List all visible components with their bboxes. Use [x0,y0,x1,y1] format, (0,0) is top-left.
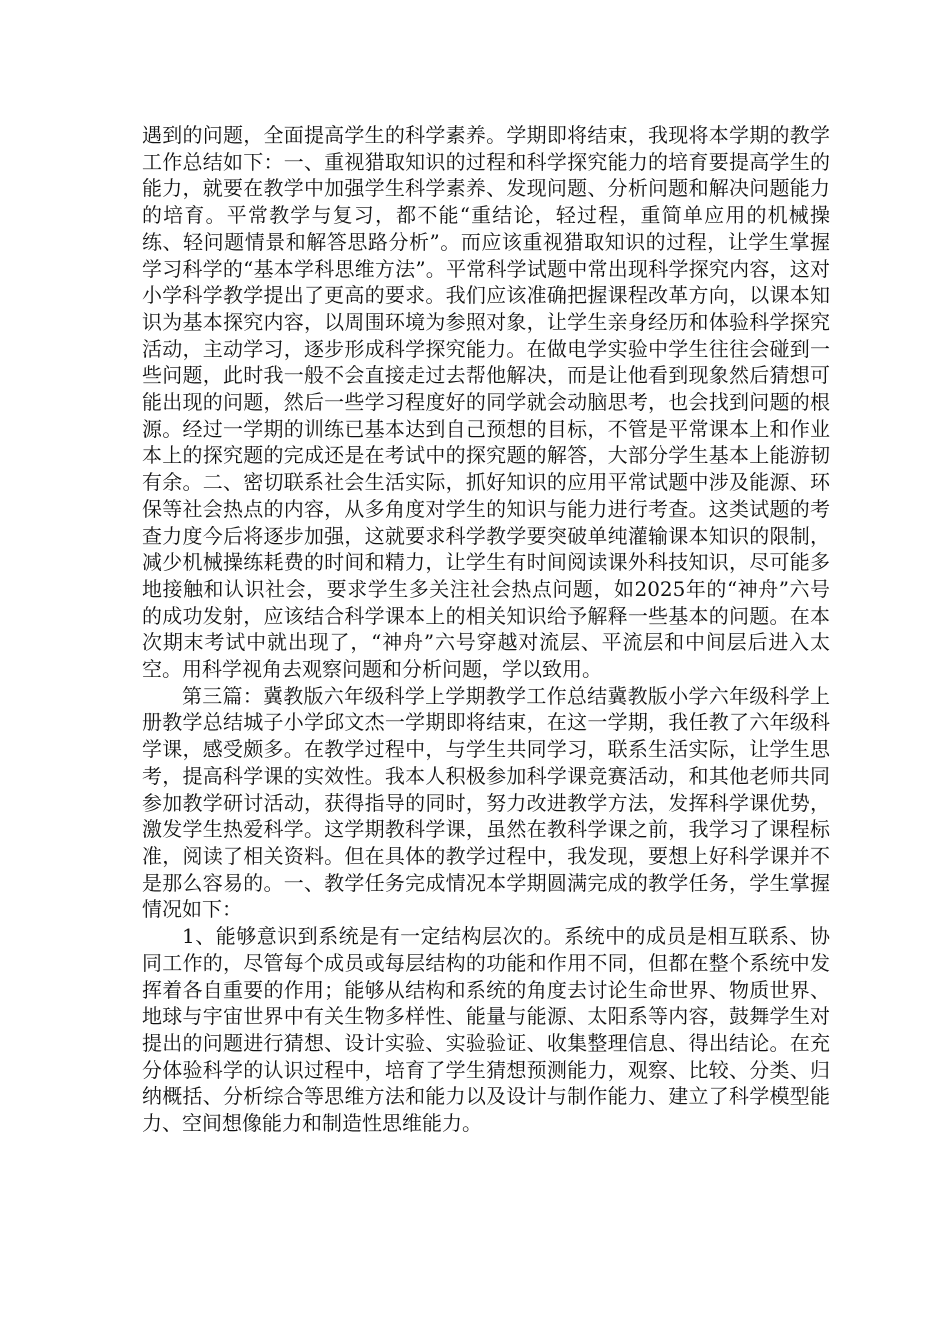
paragraph-1: 遇到的问题，全面提高学生的科学素养。学期即将结束，我现将本学期的教学工作总结如下：一、重视猎取知识的过程和科学探究能力的培育要提高学生的能力，就要在教学中加强学生科学素养、发现问题、分析问题和解决问题能力的培育。平常教学与复习，都不能“重结论，轻过程，重简单应用的机械操练、轻问题情景和解答思路分析”。而应该重视猎取知识的过程，让学生掌握学习科学的“基本学科思维方法”。平常科学试题中常出现科学探究内容，这对小学科学教学提出了更高的要求。我们应该准确把握课程改革方向，以课本知识为基本探究内容，以周围环境为参照对象，让学生亲身经历和体验科学探究活动，主动学习，逐步形成科学探究能力。在做电学实验中学生往往会碰到一些问题，此时我一般不会直接走过去帮他解决，而是让他看到现象然后猜想可能出现的问题，然后一些学习程度好的同学就会动脑思考，也会找到问题的根源。经过一学期的训练已基本达到自己预想的目标，不管是平常课本上和作业本上的探究题的完成还是在考试中的探究题的解答，大部分学生基本上能游韧有余。二、密切联系社会生活实际，抓好知识的应用平常试题中涉及能源、环保等社会热点的内容，从多角度对学生的知识与能力进行考查。这类试题的考查力度今后将逐步加强，这就要求科学教学要突破单纯灌输课本知识的限制，减少机械操练耗费的时间和精力，让学生有时间阅读课外科技知识，尽可能多地接触和认识社会，要求学生多关注社会热点问题，如2025年的“神舟”六号的成功发射，应该结合科学课本上的相关知识给予解释一些基本的问题。在本次期末考试中就出现了，“神舟”六号穿越对流层、平流层和中间层后进入太空。用科学视角去观察问题和分析问题，学以致用。 [142,123,830,682]
paragraph-3: 1、能够意识到系统是有一定结构层次的。系统中的成员是相互联系、协同工作的，尽管每个成员或每层结构的功能和作用不同，但都在整个系统中发挥着各自重要的作用；能够从结构和系统的角度去讨论生命世界、物质世界、地球与宇宙世界中有关生物多样性、能量与能源、太阳系等内容，鼓舞学生对提出的问题进行猜想、设计实验、实验验证、收集整理信息、得出结论。在充分体验科学的认识过程中，培育了学生猜想预测能力，观察、比较、分类、归纳概括、分析综合等思维方法和能力以及设计与制作能力、建立了科学模型能力、空间想像能力和制造性思维能力。 [142,924,830,1136]
paragraph-2: 第三篇：冀教版六年级科学上学期教学工作总结冀教版小学六年级科学上册教学总结城子小学邱文杰一学期即将结束，在这一学期，我任教了六年级科学课，感受颇多。在教学过程中，与学生共同学习，联系生活实际，让学生思考，提高科学课的实效性。我本人积极参加科学课竞赛活动，和其他老师共同参加教学研讨活动，获得指导的同时，努力改进教学方法，发挥科学课优势，激发学生热爱科学。这学期教科学课，虽然在教科学课之前，我学习了课程标准，阅读了相关资料。但在具体的教学过程中，我发现，要想上好科学课并不是那么容易的。一、教学任务完成情况本学期圆满完成的教学任务，学生掌握情况如下： [142,683,830,922]
document-page [142,122,830,1137]
